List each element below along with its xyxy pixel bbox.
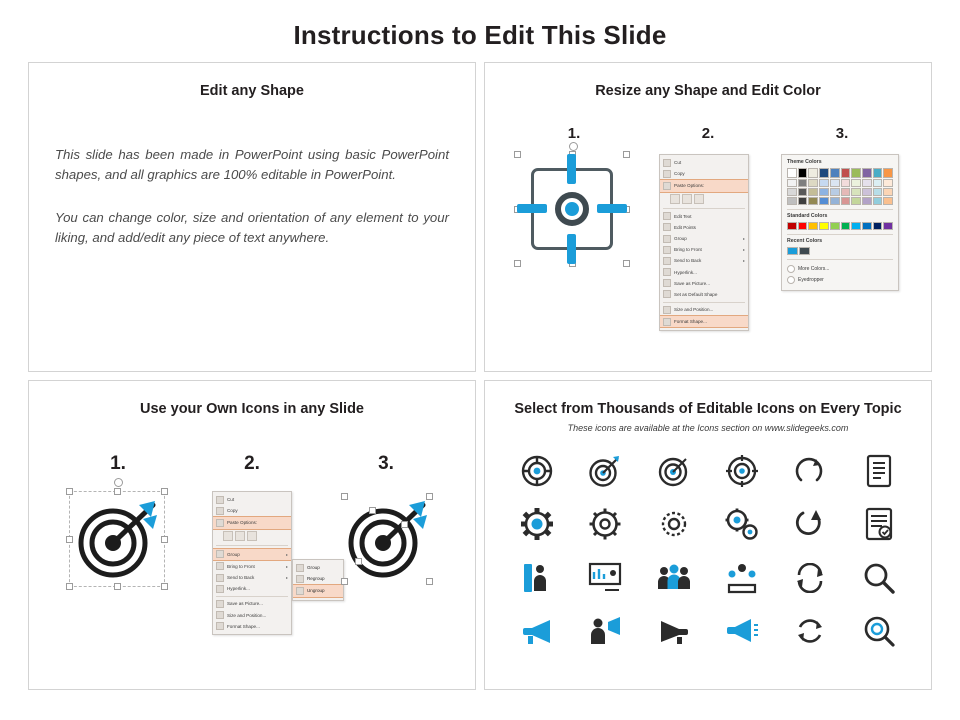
resize-handle[interactable] [426, 578, 433, 585]
menu-item-label: Send to Back [226, 575, 255, 581]
shape-with-handles-mock [517, 154, 627, 264]
icon-checklist-document[interactable] [864, 507, 894, 541]
color-picker-mock[interactable] [781, 154, 899, 291]
paste-picture-icon[interactable] [235, 531, 245, 541]
menu-separator [663, 208, 745, 209]
menu-item-edit-text[interactable] [660, 211, 748, 222]
theme-swatch-row[interactable] [787, 197, 893, 205]
format-shape-icon [663, 318, 671, 326]
icon-person-podium[interactable] [522, 561, 552, 595]
menu-item-label: Hyperlink... [226, 586, 250, 592]
panel-title: Edit any Shape [200, 83, 304, 99]
menu-item-format-shape[interactable] [660, 315, 748, 328]
color-swatch[interactable] [851, 197, 861, 205]
paste-text-icon[interactable] [694, 194, 704, 204]
format-shape-icon [216, 622, 224, 630]
paste-options-row[interactable] [660, 193, 748, 207]
more-colors-label: More Colors... [798, 265, 830, 272]
menu-item-label: Ungroup [306, 588, 325, 594]
menu-item-cut[interactable] [213, 494, 291, 505]
menu-item-label: Regroup [306, 576, 325, 582]
screenshot-row [29, 491, 475, 635]
icon-megaphone-left[interactable] [520, 617, 554, 645]
standard-colors-label: Standard Colors [787, 213, 828, 219]
color-swatch[interactable] [873, 179, 883, 187]
resize-handle[interactable] [161, 488, 168, 495]
menu-separator [216, 596, 288, 597]
resize-handle[interactable] [514, 260, 521, 267]
menu-item-size-and-position[interactable] [660, 304, 748, 315]
regroup-icon [296, 575, 304, 583]
person-podium-icon [522, 561, 552, 595]
menu-item-save-as-picture[interactable] [213, 598, 291, 609]
copy-icon [663, 170, 671, 178]
person-speaking-icon [588, 616, 622, 646]
menu-separator [787, 209, 893, 210]
color-swatch[interactable] [798, 197, 808, 205]
color-swatch[interactable] [819, 197, 829, 205]
color-swatch[interactable] [873, 168, 883, 178]
megaphone-right-icon [657, 617, 691, 645]
size-position-icon [663, 306, 671, 314]
resize-handle[interactable] [114, 583, 121, 590]
menu-item-label: Format Shape... [226, 623, 260, 629]
shape-center-dot [565, 202, 579, 216]
menu-separator [216, 545, 288, 546]
more-colors-item[interactable] [787, 263, 893, 274]
panel-resize-any-shape [484, 62, 932, 372]
icon-refresh-clockwise[interactable] [795, 455, 825, 487]
icon-target-arrow[interactable] [520, 454, 554, 488]
step-number: 3. [378, 453, 394, 474]
target-icon-selected-mock [69, 491, 165, 587]
menu-item-set-default-shape[interactable] [660, 289, 748, 300]
recent-swatch-row[interactable] [787, 247, 893, 255]
panel-select-from-icons [484, 380, 932, 690]
resize-handle[interactable] [401, 521, 408, 528]
color-swatch[interactable] [883, 179, 893, 187]
paste-icon [663, 182, 671, 190]
icon-presentation-board[interactable] [588, 562, 622, 594]
menu-item-label: Paste Options: [226, 520, 258, 526]
target-arrow-icon [520, 454, 554, 488]
group-icon [663, 235, 671, 243]
copy-icon [216, 507, 224, 515]
color-swatch[interactable] [873, 188, 883, 196]
resize-handle[interactable] [369, 507, 376, 514]
color-swatch[interactable] [883, 197, 893, 205]
paste-keep-formatting-icon[interactable] [223, 531, 233, 541]
gears-double-icon [724, 507, 760, 541]
menu-item-save-as-picture[interactable] [660, 278, 748, 289]
color-swatch[interactable] [883, 222, 893, 230]
checklist-document-icon [864, 507, 894, 541]
hyperlink-icon [216, 585, 224, 593]
menu-item-label: Cut [674, 160, 682, 166]
icon-person-speaking[interactable] [588, 616, 622, 646]
people-group-icon [656, 563, 692, 593]
icon-reload-arrow[interactable] [795, 508, 825, 540]
selection-box [69, 491, 165, 587]
save-picture-icon [663, 279, 671, 287]
resize-handle[interactable] [623, 151, 630, 158]
paste-icon [216, 519, 224, 527]
chevron-right-icon: ▸ [285, 551, 288, 557]
eyedropper-icon [787, 276, 795, 284]
context-menu-with-submenu-mock [212, 491, 325, 635]
scissors-icon [663, 159, 671, 167]
color-swatch[interactable] [808, 179, 818, 187]
step-number: 1. [110, 453, 126, 474]
panel-title: Use your Own Icons in any Slide [140, 401, 364, 417]
shape-arm-right [597, 204, 627, 213]
color-swatch[interactable] [841, 188, 851, 196]
shape-arm-top [567, 154, 576, 184]
rotate-handle[interactable] [114, 478, 123, 487]
screenshot-row [485, 154, 931, 331]
panel-paragraph: This slide has been made in PowerPoint using basic PowerPoint shapes, and all graphics are 100% editable in PowerPoint. [55, 147, 449, 183]
color-swatch[interactable] [787, 247, 798, 255]
theme-swatch-row[interactable] [787, 179, 893, 187]
resize-handle[interactable] [66, 488, 73, 495]
color-swatch[interactable] [841, 222, 851, 230]
team-meeting-icon [725, 562, 759, 594]
chevron-right-icon: ▸ [742, 247, 745, 253]
color-swatch[interactable] [862, 188, 872, 196]
color-swatch[interactable] [862, 222, 872, 230]
color-swatch[interactable] [798, 188, 808, 196]
menu-item-label: Set as Default Shape [674, 291, 718, 297]
color-swatch[interactable] [787, 222, 797, 230]
recycle-arrows-icon [794, 616, 826, 646]
menu-item-hyperlink[interactable] [213, 583, 291, 594]
color-swatch[interactable] [787, 197, 797, 205]
color-swatch[interactable] [787, 179, 797, 187]
page-title: Instructions to Edit This Slide [293, 20, 667, 50]
paste-options-row[interactable] [213, 530, 291, 544]
menu-item-cut[interactable] [660, 157, 748, 168]
target-dart-icon [339, 491, 435, 587]
menu-item-copy[interactable] [213, 505, 291, 516]
group-submenu[interactable] [292, 559, 344, 601]
menu-item-send-to-back[interactable] [660, 255, 748, 266]
icon-recycle-arrows[interactable] [794, 616, 826, 646]
panel-grid [28, 62, 932, 692]
group-icon [216, 550, 224, 558]
color-swatch[interactable] [851, 179, 861, 187]
step-number: 1. [567, 125, 581, 142]
target-dart-icon [588, 454, 622, 488]
save-picture-icon [216, 600, 224, 608]
submenu-item-regroup[interactable] [293, 573, 343, 584]
color-swatch[interactable] [808, 197, 818, 205]
color-swatch[interactable] [873, 222, 883, 230]
icon-crosshair[interactable] [725, 454, 759, 488]
menu-item-label: Cut [226, 497, 235, 503]
icon-bullhorn-burst[interactable] [725, 617, 759, 645]
color-swatch[interactable] [819, 188, 829, 196]
menu-item-label: Bring to Front [674, 247, 702, 253]
step-number-row [29, 453, 475, 475]
size-position-icon [216, 611, 224, 619]
group-icon [296, 564, 304, 572]
menu-item-label: Size and Position... [226, 612, 267, 618]
menu-separator [787, 259, 893, 260]
menu-item-label: Send to Back [674, 258, 702, 264]
color-swatch[interactable] [798, 222, 808, 230]
panel-title: Resize any Shape and Edit Color [595, 83, 821, 99]
send-back-icon [216, 574, 224, 582]
resize-handle[interactable] [514, 151, 521, 158]
color-swatch[interactable] [830, 197, 840, 205]
step-number: 3. [835, 125, 849, 142]
document-lines-icon [865, 454, 893, 488]
menu-item-bring-to-front[interactable] [213, 561, 291, 572]
color-swatch[interactable] [873, 197, 883, 205]
menu-item-label: Group [674, 236, 687, 242]
menu-item-label: Save as Picture... [226, 601, 263, 607]
icon-gear-filled[interactable] [520, 507, 554, 541]
icon-gear-dotted[interactable] [657, 507, 691, 541]
color-swatch[interactable] [808, 188, 818, 196]
target-spiral-icon [657, 454, 691, 488]
rotate-handle[interactable] [569, 142, 578, 151]
panel-subtitle: These icons are available at the Icons section on www.slidegeeks.com [567, 423, 849, 433]
menu-item-label: Group [226, 551, 240, 557]
step-number: 2. [244, 453, 260, 474]
icon-megaphone-right[interactable] [657, 617, 691, 645]
eyedropper-label: Eyedropper [798, 276, 824, 283]
color-swatch[interactable] [862, 197, 872, 205]
color-swatch[interactable] [799, 247, 810, 255]
resize-handle[interactable] [341, 578, 348, 585]
menu-item-label: Save as Picture... [674, 280, 711, 286]
color-swatch[interactable] [851, 188, 861, 196]
panel-edit-any-shape [28, 62, 476, 372]
color-swatch[interactable] [883, 188, 893, 196]
menu-item-copy[interactable] [660, 168, 748, 179]
resize-handle[interactable] [161, 583, 168, 590]
menu-item-label: Size and Position... [674, 307, 714, 313]
target-magnifier-icon [863, 615, 895, 647]
color-swatch[interactable] [798, 179, 808, 187]
icon-team-meeting[interactable] [725, 562, 759, 594]
color-swatch[interactable] [851, 222, 861, 230]
color-swatch[interactable] [819, 179, 829, 187]
chevron-right-icon: ▸ [742, 236, 745, 242]
resize-handle[interactable] [355, 558, 362, 565]
menu-item-label: Paste Options: [674, 183, 705, 189]
icon-target-spiral[interactable] [657, 454, 691, 488]
reload-arrow-icon [795, 508, 825, 540]
color-swatch[interactable] [830, 179, 840, 187]
menu-item-label: Hyperlink... [674, 269, 697, 275]
menu-separator [787, 234, 893, 235]
eyedropper-item[interactable] [787, 274, 893, 285]
target-icon-ungrouped-mock [339, 491, 435, 587]
theme-swatch-row[interactable] [787, 188, 893, 196]
menu-item-group[interactable] [213, 548, 291, 561]
scissors-icon [216, 496, 224, 504]
menu-item-label: Copy [226, 508, 238, 514]
presentation-board-icon [588, 562, 622, 594]
menu-item-label: Edit Text [674, 213, 692, 219]
theme-colors-label: Theme Colors [787, 159, 822, 165]
color-swatch[interactable] [819, 168, 829, 178]
menu-item-bring-to-front[interactable] [660, 244, 748, 255]
magnifier-icon [863, 562, 895, 594]
menu-item-hyperlink[interactable] [660, 267, 748, 278]
bring-front-icon [663, 246, 671, 254]
hyperlink-icon [663, 268, 671, 276]
refresh-clockwise-icon [795, 455, 825, 487]
edit-text-icon [663, 212, 671, 220]
paste-picture-icon[interactable] [682, 194, 692, 204]
resize-handle[interactable] [66, 536, 73, 543]
panel-title: Select from Thousands of Editable Icons on Every Topic [514, 401, 902, 417]
color-swatch[interactable] [830, 222, 840, 230]
menu-item-send-to-back[interactable] [213, 572, 291, 583]
resize-handle[interactable] [426, 493, 433, 500]
edit-points-icon [663, 223, 671, 231]
color-swatch[interactable] [883, 168, 893, 178]
icon-document-lines[interactable] [865, 454, 893, 488]
shape-arm-bottom [567, 234, 576, 264]
menu-item-label: Format Shape... [674, 319, 707, 325]
send-back-icon [663, 257, 671, 265]
color-swatch[interactable] [862, 179, 872, 187]
gear-outline-icon [588, 507, 622, 541]
color-swatch[interactable] [841, 179, 851, 187]
resize-handle[interactable] [66, 583, 73, 590]
paste-text-icon[interactable] [247, 531, 257, 541]
shape-arm-left [517, 204, 547, 213]
step-number: 2. [701, 125, 715, 142]
icon-library-grid [503, 447, 913, 655]
icon-magnifier[interactable] [863, 562, 895, 594]
color-swatch[interactable] [798, 168, 808, 178]
paste-keep-formatting-icon[interactable] [670, 194, 680, 204]
step-number-row [485, 125, 931, 142]
icon-target-dart[interactable] [588, 454, 622, 488]
context-menu-mock[interactable] [659, 154, 749, 331]
menu-item-size-and-position[interactable] [213, 610, 291, 621]
bullhorn-burst-icon [725, 617, 759, 645]
megaphone-left-icon [520, 617, 554, 645]
palette-icon [787, 265, 795, 273]
menu-item-label: Group [306, 565, 320, 571]
theme-swatch-row[interactable] [787, 168, 893, 178]
icon-gears-double[interactable] [724, 507, 760, 541]
sync-arrows-icon [794, 563, 826, 593]
icon-target-magnifier[interactable] [863, 615, 895, 647]
color-swatch[interactable] [862, 168, 872, 178]
color-swatch[interactable] [787, 168, 797, 178]
gear-dotted-icon [657, 507, 691, 541]
resize-handle[interactable] [623, 260, 630, 267]
menu-item-label: Bring to Front [226, 563, 255, 569]
resize-handle[interactable] [114, 488, 121, 495]
color-swatch[interactable] [841, 197, 851, 205]
menu-item-edit-points[interactable] [660, 222, 748, 233]
color-swatch[interactable] [830, 188, 840, 196]
panel-paragraph: You can change color, size and orientation of any element to your liking, and add/edit any piece of text anywhere. [55, 209, 449, 246]
default-shape-icon [663, 290, 671, 298]
context-menu-mock[interactable] [212, 491, 292, 635]
standard-swatch-row[interactable] [787, 222, 893, 230]
menu-item-group[interactable] [660, 233, 748, 244]
ungroup-icon [296, 587, 304, 595]
resize-handle[interactable] [161, 536, 168, 543]
menu-item-paste-options[interactable] [213, 516, 291, 529]
icon-gear-outline[interactable] [588, 507, 622, 541]
submenu-item-group[interactable] [293, 562, 343, 573]
resize-handle[interactable] [341, 493, 348, 500]
icon-sync-arrows[interactable] [794, 563, 826, 593]
menu-item-label: Edit Points [674, 224, 696, 230]
chevron-right-icon: ▸ [285, 563, 288, 569]
chevron-right-icon: ▸ [285, 575, 288, 581]
menu-item-label: Copy [674, 171, 685, 177]
menu-item-format-shape[interactable] [213, 621, 291, 632]
menu-item-paste-options[interactable] [660, 179, 748, 192]
chevron-right-icon: ▸ [742, 258, 745, 264]
bring-front-icon [216, 562, 224, 570]
color-swatch[interactable] [841, 168, 851, 178]
submenu-item-ungroup[interactable] [293, 584, 343, 597]
color-swatch[interactable] [819, 222, 829, 230]
color-swatch[interactable] [787, 188, 797, 196]
crosshair-icon [725, 454, 759, 488]
panel-use-your-own-icons [28, 380, 476, 690]
color-swatch[interactable] [830, 168, 840, 178]
color-swatch[interactable] [808, 168, 818, 178]
color-swatch[interactable] [851, 168, 861, 178]
icon-people-group[interactable] [656, 563, 692, 593]
gear-filled-icon [520, 507, 554, 541]
menu-separator [663, 302, 745, 303]
recent-colors-label: Recent Colors [787, 238, 823, 244]
color-swatch[interactable] [808, 222, 818, 230]
